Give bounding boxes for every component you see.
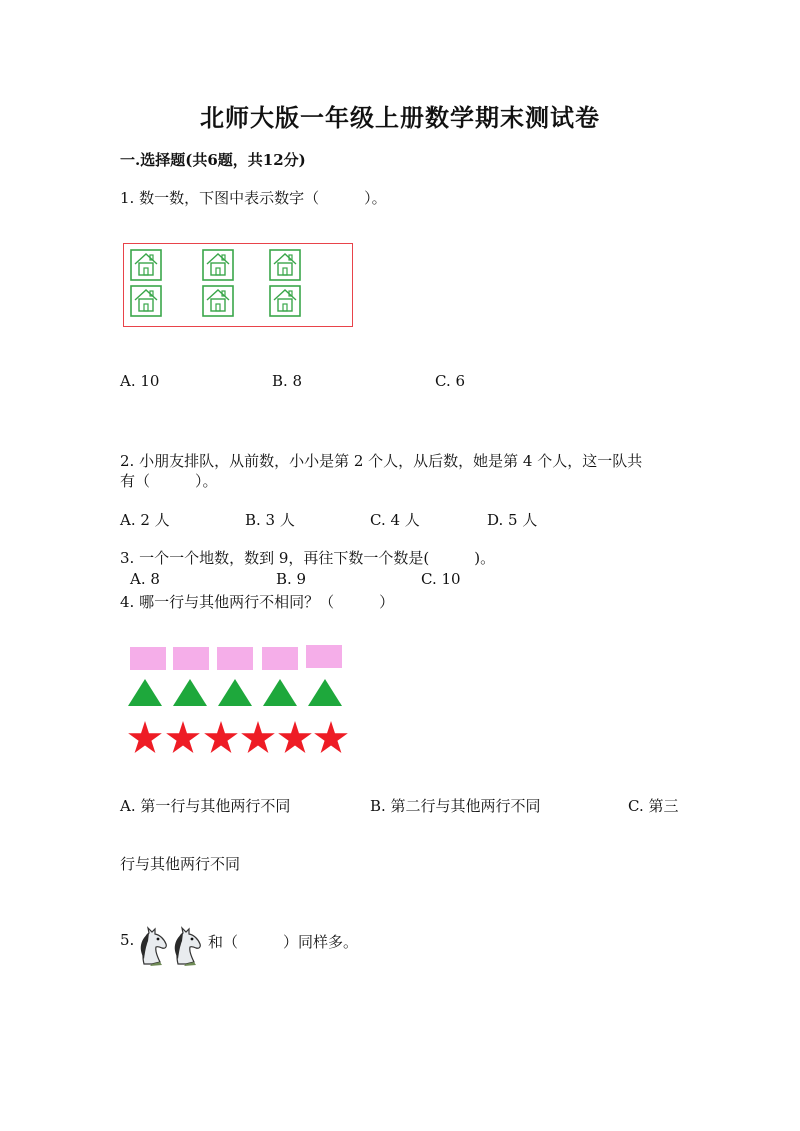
house-icon	[269, 285, 301, 317]
horse-icon	[136, 926, 170, 966]
house-icon	[130, 249, 162, 281]
house-icon	[130, 285, 162, 317]
question-2-text-line-1: 2. 小朋友排队，从前数，小小是第 2 个人，从后数，她是第 4 个人，这一队共	[120, 452, 643, 470]
question-1-figure-frame	[123, 243, 353, 327]
question-4-option-c[interactable]: C. 第三	[628, 797, 679, 815]
red-star	[278, 721, 312, 753]
pink-rectangle	[306, 645, 342, 668]
question-2-option-c[interactable]: C. 4 人	[370, 511, 420, 529]
question-5-number: 5.	[120, 931, 135, 949]
house-icon	[269, 249, 301, 281]
green-triangle	[173, 679, 207, 706]
page-title: 北师大版一年级上册数学期末测试卷	[200, 103, 600, 132]
question-4-option-a[interactable]: A. 第一行与其他两行不同	[120, 797, 291, 815]
house-icon	[202, 285, 234, 317]
question-2-option-b[interactable]: B. 3 人	[245, 511, 295, 529]
horse-icon	[170, 926, 204, 966]
question-2-text-line-2: 有（ ）。	[120, 472, 218, 490]
pink-rectangle	[130, 647, 166, 670]
question-5-text: 和（ ）同样多。	[208, 933, 359, 951]
section-heading: 一.选择题(共6题，共12分)	[120, 151, 306, 169]
question-1-option-a[interactable]: A. 10	[120, 372, 160, 390]
red-star	[204, 721, 238, 753]
question-3-option-b[interactable]: B. 9	[276, 570, 307, 588]
pink-rectangle	[262, 647, 298, 670]
question-1-option-b[interactable]: B. 8	[272, 372, 303, 390]
question-4-text: 4. 哪一行与其他两行不相同？（ ）	[120, 593, 395, 611]
question-2-option-d[interactable]: D. 5 人	[487, 511, 538, 529]
question-1-text: 1. 数一数，下图中表示数字（ ）。	[120, 189, 387, 207]
pink-rectangle	[217, 647, 253, 670]
question-3-text: 3. 一个一个地数，数到 9，再往下数一个数是( )。	[120, 549, 496, 567]
question-2-option-a[interactable]: A. 2 人	[120, 511, 170, 529]
question-4-option-c-continued: 行与其他两行不同	[120, 855, 241, 873]
green-triangle	[128, 679, 162, 706]
green-triangle	[218, 679, 252, 706]
question-4-option-b[interactable]: B. 第二行与其他两行不同	[370, 797, 541, 815]
question-3-option-a[interactable]: A. 8	[130, 570, 160, 588]
pink-rectangle	[173, 647, 209, 670]
red-star	[166, 721, 200, 753]
red-star	[314, 721, 348, 753]
house-icon	[202, 249, 234, 281]
question-1-option-c[interactable]: C. 6	[435, 372, 466, 390]
question-3-option-c[interactable]: C. 10	[421, 570, 461, 588]
green-triangle	[263, 679, 297, 706]
red-star	[241, 721, 275, 753]
red-star	[128, 721, 162, 753]
green-triangle	[308, 679, 342, 706]
